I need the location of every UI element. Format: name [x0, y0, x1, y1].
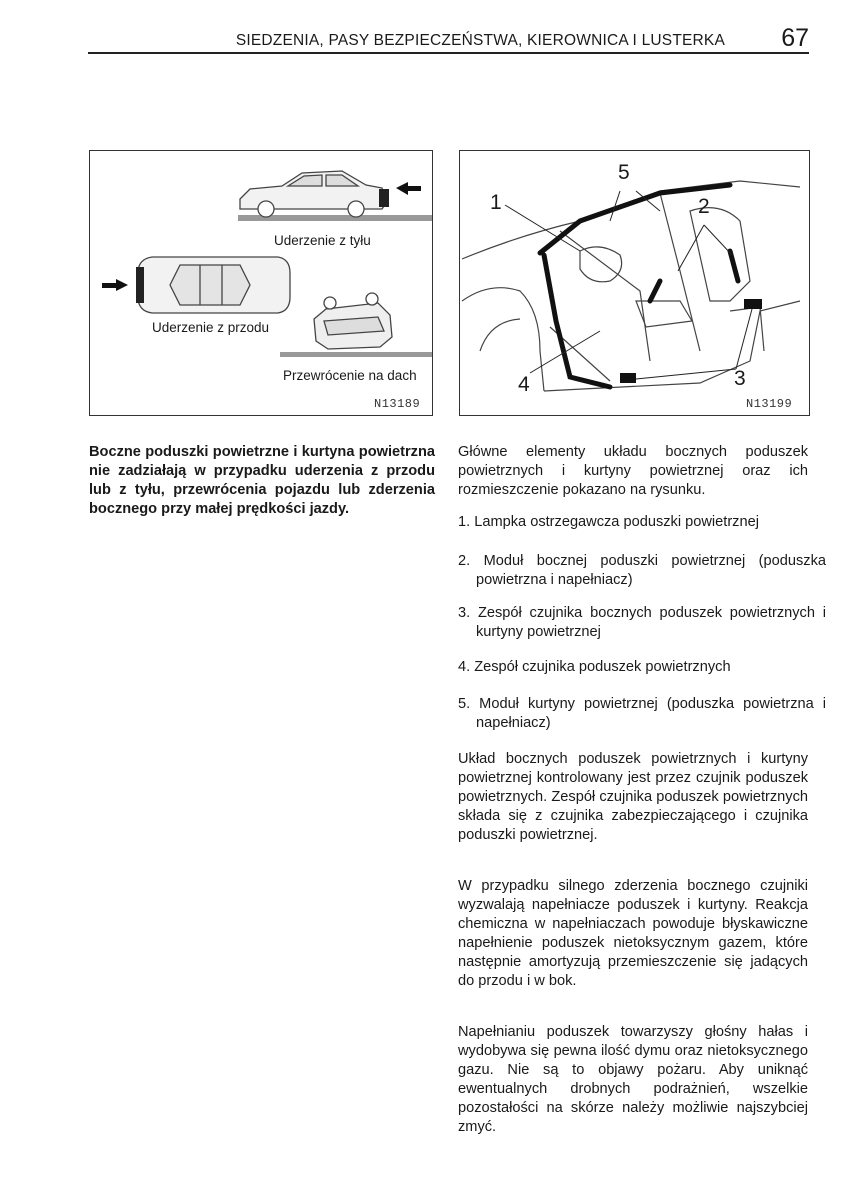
callout-3: 3 — [734, 367, 746, 390]
car-top-view — [136, 257, 290, 313]
component-list-item-2: 2. Moduł bocznej poduszki powietrznej (poduszka powietrzna i napełniacz) — [458, 553, 826, 588]
road-surface-rollover — [280, 352, 432, 357]
figure-code-left: N13189 — [374, 397, 421, 411]
callout-4: 4 — [518, 373, 530, 396]
side-sensor-block — [744, 299, 762, 309]
car-interior-illustration — [460, 151, 809, 415]
caption-rear-impact: Uderzenie z tyłu — [274, 233, 371, 248]
component-list-item-5: 5. Moduł kurtyny powietrznej (poduszka powietrzna i napełniacz) — [458, 696, 826, 731]
callout-1: 1 — [490, 191, 502, 214]
callout-5: 5 — [618, 161, 630, 184]
caption-rollover: Przewrócenie na dach — [283, 368, 417, 383]
callout-leader-lines — [505, 191, 752, 379]
car-body-outline — [462, 181, 800, 391]
intro-paragraph: Główne elementy układu bocznych poduszek powietrznych i kurtyny powietrznej oraz ich rozmieszczenie pokazano na rysunku. — [458, 444, 808, 498]
rear-impact-arrow — [396, 182, 421, 195]
header-rule — [88, 52, 809, 54]
car-rollover-view — [314, 293, 392, 349]
figure-code-right: N13199 — [746, 397, 793, 411]
component-location-figure — [459, 150, 810, 416]
warning-text: Boczne poduszki powietrzne i kurtyna powietrzna nie zadziałają w przypadku uderzenia z przodu lub z tyłu, przewrócenia pojazdu lub zderzenia bocznego przy małej prędkości jazdy. — [89, 444, 435, 517]
sensor-assembly-block — [620, 373, 636, 383]
callout-2: 2 — [698, 195, 710, 218]
paragraph-deployment-noise: Napełnianiu poduszek towarzyszy głośny hałas i wydobywa się pewna ilość dymu oraz nietoksycznego gazu. Nie są to objawy pożaru. Aby uniknąć ewentualnych drobnych podrażnień, wszelkie pozostałości na skórze należy możliwie najszybciej zmyć. — [458, 1024, 808, 1135]
component-list-item-3: 3. Zespół czujnika bocznych poduszek powietrznych i kurtyny powietrznej — [458, 605, 826, 640]
paragraph-system-control: Układ bocznych poduszek powietrznych i kurtyny powietrznej kontrolowany jest przez czujnik poduszek powietrznych. Zespół czujnika poduszek powietrznych składa się z czujnika zabezpieczającego i czujnika poduszki powietrznej. — [458, 751, 808, 843]
impact-types-figure — [89, 150, 433, 416]
front-impact-arrow — [102, 279, 128, 291]
caption-front-impact: Uderzenie z przodu — [152, 320, 270, 335]
running-header-title: SIEDZENIA, PASY BEZPIECZEŃSTWA, KIEROWNICA I LUSTERKA — [235, 32, 725, 49]
component-list-item-4: 4. Zespół czujnika poduszek powietrznych — [458, 659, 731, 675]
car-side-view — [240, 171, 389, 217]
component-list-item-1: 1. Lampka ostrzegawcza poduszki powietrznej — [458, 514, 759, 530]
paragraph-side-collision: W przypadku silnego zderzenia bocznego czujniki wyzwalają napełniacze poduszek i kurtyny. Reakcja chemiczna w napełniaczach powoduje błyskawiczne napełnienie poduszek nietoksycznym gazem, które następnie amortyzują przemieszczenie się jadących do przodu i w bok. — [458, 878, 808, 989]
page-number: 67 — [781, 24, 809, 52]
